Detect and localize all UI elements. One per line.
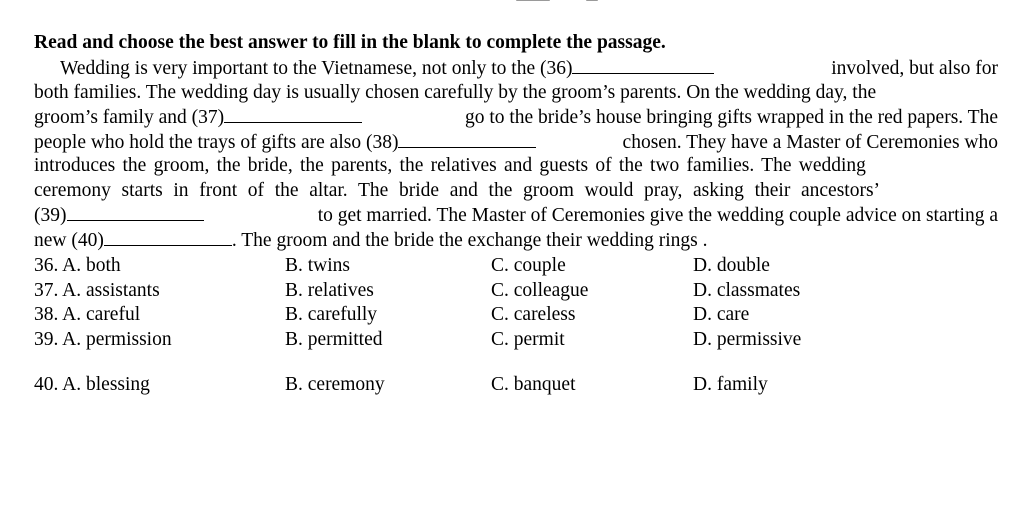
passage-text: people who hold the trays of gifts are also (38) (34, 131, 399, 153)
option-c: C. banquet (491, 374, 576, 395)
question-row-38 (34, 303, 998, 328)
answer-options (34, 254, 998, 398)
blank-37 (224, 105, 362, 123)
passage-text: involved, but also for (831, 58, 998, 79)
passage-text: to get married. The Master of Ceremonies give the wedding couple advice on starting a (317, 205, 998, 226)
option-b: B. permitted (285, 328, 383, 350)
passage-text: groom’s family and (37) (34, 107, 225, 128)
question-row-40 (34, 373, 998, 398)
passage-line-2 (34, 81, 998, 106)
question-row-39 (34, 328, 998, 353)
option-c: C. couple (491, 255, 566, 276)
passage-line-1 (34, 56, 998, 81)
passage-line-4 (34, 130, 998, 155)
option-d: D. family (693, 374, 768, 395)
passage-text: go to the bride’s house bringing gifts wrapped in the red papers. The (464, 107, 998, 128)
blank-40 (104, 228, 232, 246)
passage-text: chosen. They have a Master of Ceremonies who (622, 131, 998, 153)
reading-passage (34, 56, 998, 252)
passage-line-8 (34, 228, 998, 253)
option-d: D. classmates (693, 279, 801, 301)
option-a: 39. A. permission (34, 328, 172, 350)
passage-text: both families. The wedding day is usually chosen carefully by the groom’s parents. On the wedding day, the (34, 81, 877, 103)
blank-39 (67, 203, 204, 221)
option-a: 38. A. careful (34, 304, 141, 325)
passage-line-6 (34, 179, 998, 204)
question-row-37 (34, 279, 998, 304)
passage-text: new (40) (34, 229, 104, 251)
passage-text: ceremony starts in front of the altar. The bride and the groom would pray, asking their ancestors’ (34, 179, 881, 201)
option-d: D. permissive (693, 328, 802, 350)
option-b: B. twins (285, 255, 351, 276)
passage-text: Wedding is very important to the Vietnamese, not only to the (36) (60, 58, 573, 79)
instruction-heading: Read and choose the best answer to fill in the blank to complete the passage. (34, 32, 666, 53)
scan-edge-mark (486, 0, 606, 4)
option-d: D. care (693, 304, 750, 325)
passage-line-3 (34, 105, 998, 130)
passage-text: introduces the groom, the bride, the parents, the relatives and guests of the two families. The wedding (34, 155, 866, 176)
option-d: D. double (693, 255, 770, 276)
document-page (34, 0, 1000, 527)
option-b: B. relatives (285, 279, 374, 301)
option-c: C. careless (491, 304, 576, 325)
option-b: B. ceremony (285, 374, 385, 395)
option-c: C. colleague (491, 279, 589, 301)
option-c: C. permit (491, 328, 565, 350)
blank-38 (398, 130, 536, 148)
question-row-36 (34, 254, 998, 279)
blank-36 (572, 56, 714, 74)
option-a: 40. A. blessing (34, 374, 150, 395)
option-a: 37. A. assistants (34, 279, 160, 301)
option-a: 36. A. both (34, 255, 121, 276)
passage-text: (39) (34, 205, 67, 226)
passage-text: . The groom and the bride the exchange their wedding rings . (231, 229, 708, 251)
option-b: B. carefully (285, 304, 378, 325)
passage-line-7 (34, 203, 998, 228)
passage-line-5 (34, 154, 998, 179)
